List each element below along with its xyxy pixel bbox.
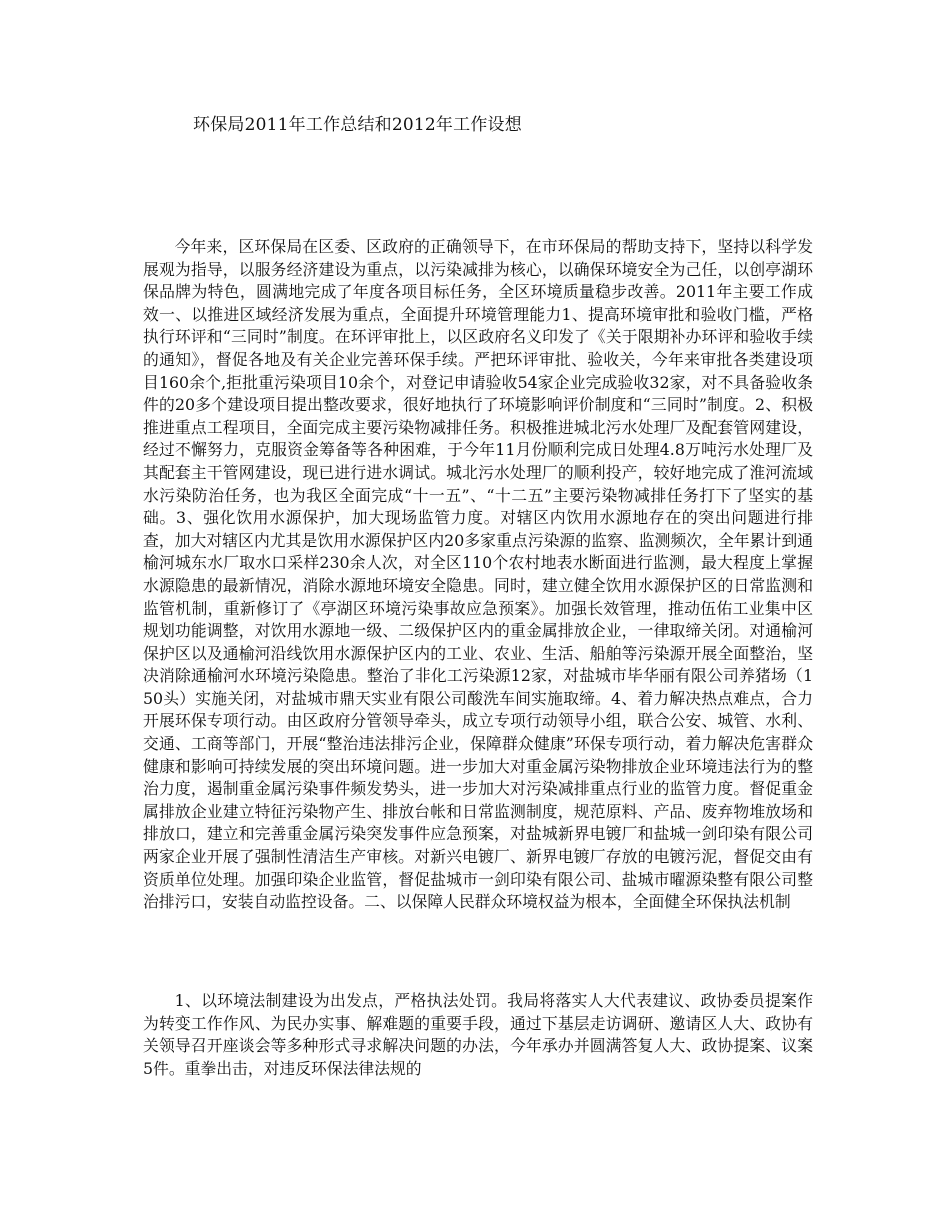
body-paragraph-2: 1、以环境法制建设为出发点，严格执法处罚。我局将落实人大代表建议、政协委员提案作为转变工作作风、为民办实事、解难题的重要手段，通过下基层走访调研、邀请区人大、政协有关领导召开座谈会等多种形式寻求解决问题的办法，今年承办并圆满答复人大、政协提案、议案5件。重拳出击，对违反环保法律法规的 [143, 991, 813, 1078]
document-title: 环保局2011年工作总结和2012年工作设想 [193, 115, 522, 135]
body-paragraph-1: 今年来，区环保局在区委、区政府的正确领导下，在市环保局的帮助支持下，坚持以科学发展观为指导，以服务经济建设为重点，以污染减排为核心，以确保环境安全为己任，以创亭湖环保品牌为特色，圆满地完成了年度各项目标任务，全区环境质量稳步改善。2011年主要工作成效一、以推进区域经济发展为重点，全面提升环境管理能力1、提高环境审批和验收门槛，严格执行环评和“三同时”制度。在环评审批上，以区政府名义印发了《关于限期补办环评和验收手续的通知》，督促各地及有关企业完善环保手续。严把环评审批、验收关，今年来审批各类建设项目160余个,拒批重污染项目10余个，对登记申请验收54家企业完成验收32家，对不具备验收条件的20多个建设项目提出整改要求，很好地执行了环境影响评价制度和“三同时”制度。2、积极推进重点工程项目，全面完成主要污染物减排任务。积极推进城北污水处理厂及配套管网建设，经过不懈努力，克服资金筹备等各种困难，于今年11月份顺利完成日处理4.8万吨污水处理厂及其配套主干管网建设，现已进行进水调试。城北污水处理厂的顺利投产，较好地完成了淮河流域水污染防治任务，也为我区全面完成“十一五”、“十二五”主要污染物减排任务打下了坚实的基础。3、强化饮用水源保护，加大现场监管力度。对辖区内饮用水源地存在的突出问题进行排查，加大对辖区内尤其是饮用水源保护区内20多家重点污染源的监察、监测频次，全年累计到通榆河城东水厂取水口采样230余人次，对全区110个农村地表水断面进行监测，最大程度上掌握水源隐患的最新情况，消除水源地环境安全隐患。同时，建立健全饮用水源保护区的日常监测和监管机制，重新修订了《亭湖区环境污染事故应急预案》。加强长效管理，推动伍佑工业集中区规划功能调整，对饮用水源地一级、二级保护区内的重金属排放企业，一律取缔关闭。对通榆河保护区以及通榆河沿线饮用水源保护区内的工业、农业、生活、船舶等污染源开展全面整治，坚决消除通榆河水环境污染隐患。整治了非化工污染源12家，对盐城市毕华丽有限公司养猪场（150头）实施关闭，对盐城市鼎天实业有限公司酸洗车间实施取缔。4、着力解决热点难点，合力开展环保专项行动。由区政府分管领导牵头，成立专项行动领导小组，联合公安、城管、水利、交通、工商等部门，开展“整治违法排污企业，保障群众健康”环保专项行动，着力解决危害群众健康和影响可持续发展的突出环境问题。进一步加大对重金属污染物排放企业环境违法行为的整治力度，遏制重金属污染事件频发势头，进一步加大对污染减排重点行业的监管力度。督促重金属排放企业建立特征污染物产生、排放台帐和日常监测制度，规范原料、产品、废弃物堆放场和排放口，建立和完善重金属污染突发事件应急预案，对盐城新界电镀厂和盐城一剑印染有限公司两家企业开展了强制性清洁生产审核。对新兴电镀厂、新界电镀厂存放的电镀污泥，督促交由有资质单位处理。加强印染企业监管，督促盐城市一剑印染有限公司、盐城市曜源染整有限公司整治排污口，安装自动监控设备。二、以保障人民群众环境权益为根本，全面健全环保执法机制 [143, 237, 813, 912]
